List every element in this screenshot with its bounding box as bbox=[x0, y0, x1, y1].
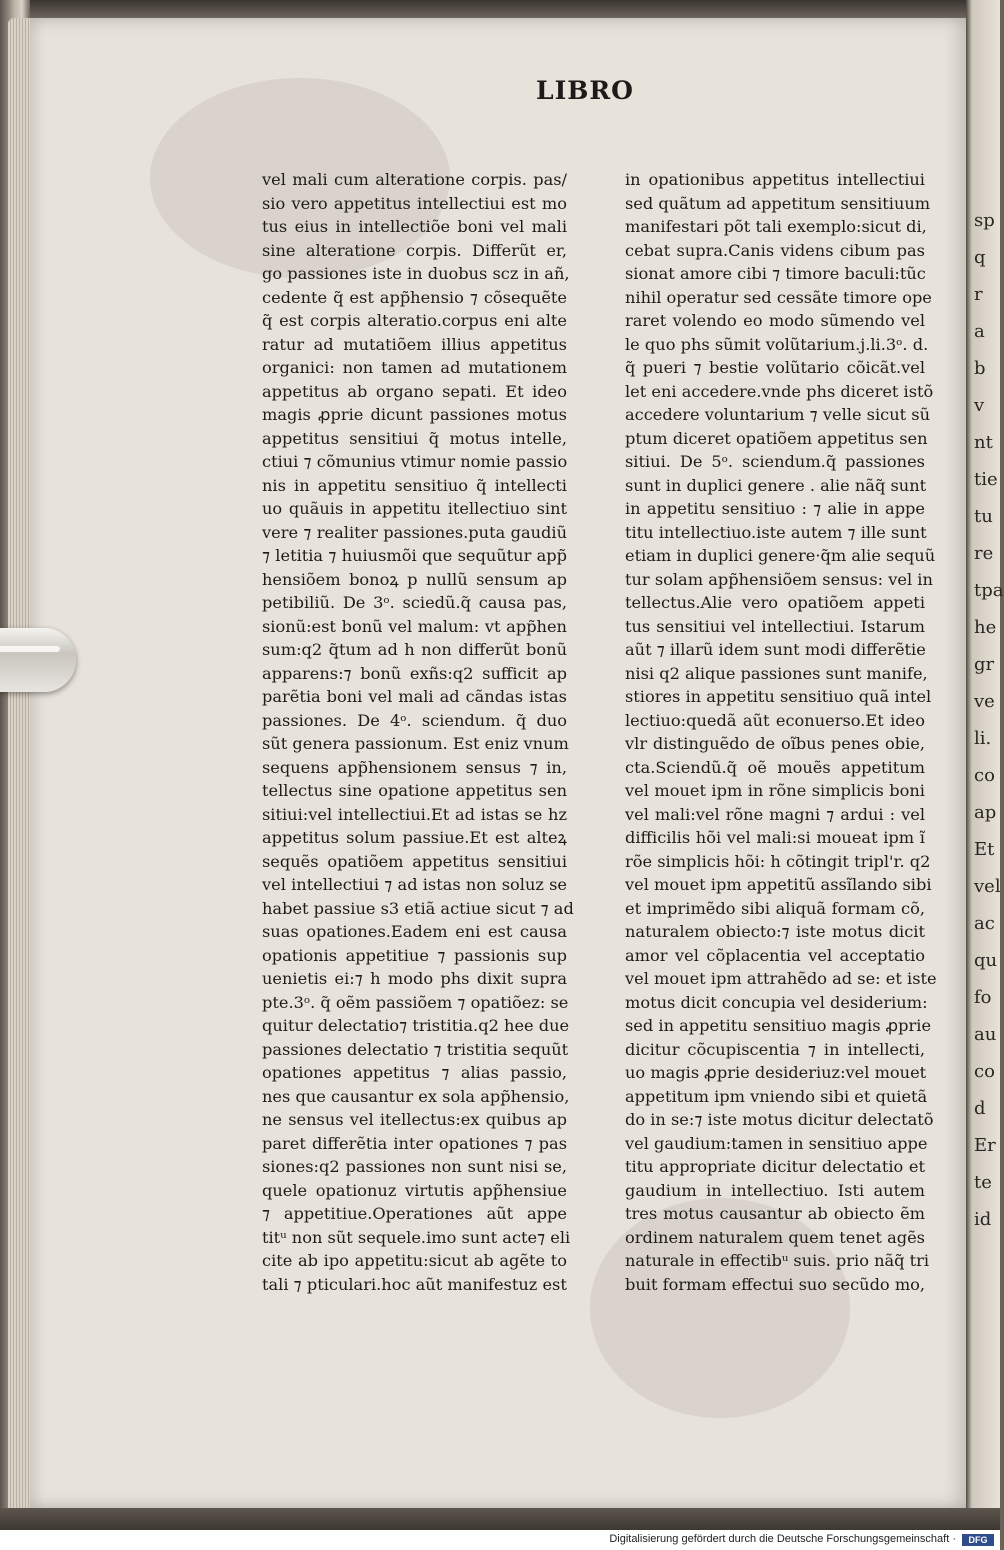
text-line: quele opationuz virtutis app̃hensiue bbox=[262, 1180, 567, 1200]
text-line: appetitum ipm vniendo sibi et quietã bbox=[625, 1086, 928, 1106]
text-line: siones:q2 passiones non sunt nisi se, bbox=[262, 1157, 567, 1176]
adjacent-page-fragment: co bbox=[974, 1061, 995, 1082]
text-line: aũt ⁊ illarũ idem sunt modi differẽtie bbox=[625, 640, 926, 659]
text-line: vel gaudium:tamen in sensitiuo appe bbox=[625, 1133, 928, 1153]
text-line: sunt in duplici genere . alie nãq̃ sunt bbox=[625, 475, 927, 495]
text-line: sed quãtum ad appetitum sensitiuum bbox=[625, 193, 931, 213]
adjacent-page-fragment: v bbox=[974, 395, 985, 416]
text-line: rõe simplicis hõi: h cõtingit tripl'r. q2 bbox=[625, 851, 931, 871]
footer-credit: Digitalisierung gefördert durch die Deutsche Forschungsgemeinschaft · bbox=[609, 1533, 956, 1545]
text-line: ⁊ appetitiue.Operationes aũt appe bbox=[262, 1204, 567, 1223]
text-line: titᵘ non sũt sequele.imo sunt acte⁊ eli bbox=[262, 1227, 571, 1247]
text-line: buit formam effectui suo secũdo mo, bbox=[625, 1274, 926, 1294]
text-line: opationes appetitus ⁊ alias passio, bbox=[262, 1063, 567, 1082]
text-line: q̃ pueri ⁊ bestie volũtario cõicãt.vel bbox=[625, 358, 925, 377]
adjacent-page-fragment: q bbox=[974, 247, 986, 268]
adjacent-page-fragment: sp bbox=[974, 210, 995, 231]
text-column-right bbox=[625, 168, 937, 1296]
text-line: parẽtia boni vel mali ad cãndas istas bbox=[262, 687, 567, 706]
adjacent-page-fragment: fo bbox=[974, 987, 992, 1008]
text-line: organici: non tamen ad mutationem bbox=[262, 358, 567, 377]
text-line: pte.3ᵒ. q̃ oẽm passiõem ⁊ opatiõez: se bbox=[262, 992, 569, 1012]
text-line: uo magis ꝓprie desideriuz:vel mouet bbox=[625, 1063, 927, 1082]
text-line: ptum diceret opatiõem appetitus sen bbox=[625, 428, 928, 448]
adjacent-page-fragment: Et bbox=[974, 839, 995, 860]
adjacent-page-fragment: co bbox=[974, 765, 995, 786]
text-line: vlr distinguẽdo de oĩbus penes obie, bbox=[625, 734, 925, 753]
text-line: accedere voluntarium ⁊ velle sicut sũ bbox=[625, 405, 931, 424]
text-line: appetitus ab organo sepati. Et ideo bbox=[262, 381, 567, 401]
text-line: vere ⁊ realiter passiones.puta gaudiũ bbox=[262, 522, 567, 542]
text-line: vel mali:vel rõne magni ⁊ ardui : vel bbox=[625, 804, 925, 824]
running-head: LIBRO bbox=[536, 76, 634, 105]
text-line: hensiõem bonoꝝ p nullũ sensum ap bbox=[262, 569, 567, 589]
adjacent-page-fragment: b bbox=[974, 358, 986, 379]
text-line: ⁊ letitia ⁊ huiusmõi que sequũtur app̃ bbox=[262, 546, 567, 565]
text-line: quitur delectatio⁊ tristitia.q2 hee due bbox=[262, 1016, 570, 1035]
text-line: paret differẽtia inter opationes ⁊ pas bbox=[262, 1133, 567, 1153]
text-line: in appetitu sensitiuo : ⁊ alie in appe bbox=[625, 499, 925, 518]
adjacent-page-fragment: vel bbox=[974, 876, 1001, 897]
text-line: sed in appetitu sensitiuo magis ꝓprie bbox=[625, 1016, 932, 1035]
text-line: sine alteratione corpis. Differũt er, bbox=[262, 240, 567, 260]
text-line: passiones delectatio ⁊ tristitia sequũt bbox=[262, 1039, 569, 1059]
text-line: raret volendo eo modo sũmendo vel bbox=[625, 311, 925, 330]
text-line: habet passiue s3 etiã actiue sicut ⁊ ad bbox=[262, 898, 574, 918]
text-line: naturale in effectibᵘ suis. prio nãq̃ tri bbox=[625, 1251, 930, 1270]
text-line: vel mouet ipm appetitũ assĩlando sibi bbox=[625, 875, 932, 894]
text-line: cite ab ipo appetitu:sicut ab agẽte to bbox=[262, 1251, 567, 1270]
text-line: cebat supra.Canis videns cibum pas bbox=[625, 240, 925, 260]
adjacent-page-fragment: Er bbox=[974, 1135, 996, 1156]
text-line: sum:q2 q̃tum ad h non differũt bonũ bbox=[262, 640, 567, 659]
text-line: tur solam app̃hensiõem sensus: vel in bbox=[625, 569, 933, 589]
text-line: sio vero appetitus intellectiui est mo bbox=[262, 193, 567, 213]
adjacent-page-fragment: tpa bbox=[974, 580, 1004, 601]
text-line: vel mali cum alteratione corpis. pas/ bbox=[262, 170, 567, 189]
next-page-strip bbox=[966, 0, 1004, 1550]
adjacent-page-fragment: a bbox=[974, 321, 985, 342]
text-line: manifestari põt tali exemplo:sicut di, bbox=[625, 217, 927, 236]
text-line: suas opationes.Eadem eni est causa bbox=[262, 922, 567, 941]
adjacent-page-fragment: ac bbox=[974, 913, 995, 934]
adjacent-page-fragment: li. bbox=[974, 728, 992, 749]
text-line: sitiui. De 5ᵒ. sciendum.q̃ passiones bbox=[625, 452, 925, 471]
text-line: uenietis ei:⁊ h modo phs dixit supra bbox=[262, 969, 567, 988]
text-line: sionũ:est bonũ vel malum: vt app̃hen bbox=[262, 616, 567, 636]
adjacent-page-fragment: r bbox=[974, 284, 983, 305]
adjacent-page-fragment: ap bbox=[974, 802, 997, 823]
text-line: q̃ est corpis alteratio.corpus eni alte bbox=[262, 311, 567, 330]
page-clip bbox=[0, 628, 76, 692]
text-line: sitiui:vel intellectiui.Et ad istas se hz bbox=[262, 804, 567, 824]
text-line: et imprimẽdo sibi aliquã formam cõ, bbox=[625, 898, 925, 918]
text-line: cta.Sciendũ.q̃ oẽ mouẽs appetitum bbox=[625, 757, 925, 777]
adjacent-page-fragment: te bbox=[974, 1172, 992, 1193]
text-line: titu appropriate dicitur delectatio et bbox=[625, 1157, 925, 1176]
text-line: let eni accedere.vnde phs diceret istõ bbox=[625, 381, 934, 401]
adjacent-page-fragment: gr bbox=[974, 654, 995, 675]
text-line: sionat amore cibi ⁊ timore baculi:tũc bbox=[625, 264, 926, 283]
text-line: difficilis hõi vel mali:si moueat ipm ĩ bbox=[625, 828, 925, 847]
text-column-left bbox=[262, 168, 574, 1296]
text-line: etiam in duplici genere·q̃m alie sequũ bbox=[625, 546, 936, 565]
text-line: petibiliũ. De 3ᵒ. sciedũ.q̃ causa pas, bbox=[262, 593, 567, 612]
adjacent-page-fragment: ve bbox=[974, 691, 995, 712]
text-line: le quo phs sũmit volũtarium.j.li.3ᵒ. d. bbox=[625, 334, 929, 354]
adjacent-page-fragment: qu bbox=[974, 950, 998, 971]
text-line: tellectus.Alie vero opatiõem appeti bbox=[625, 593, 925, 612]
text-line: stiores in appetitu sensitiuo quã intel bbox=[625, 687, 932, 706]
text-line: appetitus sensitiui q̃ motus intelle, bbox=[262, 428, 567, 448]
book-bottom-edge bbox=[0, 1508, 1000, 1530]
text-line: apparens:⁊ bonũ exñs:q2 sufficit ap bbox=[262, 663, 567, 683]
text-line: nihil operatur sed cessãte timore ope bbox=[625, 287, 932, 307]
text-line: appetitus solum passiue.Et est alteꝝ bbox=[262, 828, 567, 847]
text-line: vel mouet ipm in rõne simplicis boni bbox=[625, 781, 925, 800]
text-line: amor vel cõplacentia vel acceptatio bbox=[625, 945, 925, 965]
text-line: tali ⁊ pticulari.hoc aũt manifestuz est bbox=[262, 1274, 567, 1294]
adjacent-page-fragment: d bbox=[974, 1098, 986, 1119]
text-line: ordinem naturalem quem tenet agẽs bbox=[625, 1227, 925, 1247]
text-line: ne sensus vel itellectus:ex quibus ap bbox=[262, 1110, 567, 1129]
text-line: nisi q2 alique passiones sunt manife, bbox=[625, 663, 928, 683]
adjacent-page-fragment: re bbox=[974, 543, 994, 564]
text-line: ctiui ⁊ cõmunius vtimur nomie passio bbox=[262, 452, 568, 471]
text-line: magis ꝓprie dicunt passiones motus bbox=[262, 405, 567, 424]
text-line: nes que causantur ex sola app̃hensio, bbox=[262, 1086, 570, 1106]
page-clip-highlight bbox=[0, 646, 60, 652]
text-line: cedente q̃ est app̃hensio ⁊ cõsequẽte bbox=[262, 287, 567, 307]
text-line: nis in appetitu sensitiuo q̃ intellecti bbox=[262, 475, 567, 495]
text-line: ratur ad mutatiõem illius appetitus bbox=[262, 334, 567, 354]
text-line: sũt genera passionum. Est eniz vnum bbox=[262, 734, 569, 753]
text-line: passiones. De 4ᵒ. sciendum. q̃ duo bbox=[262, 710, 567, 730]
adjacent-page-fragment: he bbox=[974, 617, 997, 638]
text-line: sequẽs opatiõem appetitus sensitiui bbox=[262, 851, 567, 871]
text-line: opationis appetitiue ⁊ passionis sup bbox=[262, 945, 567, 965]
text-line: do in se:⁊ iste motus dicitur delectatõ bbox=[625, 1110, 934, 1129]
adjacent-page-fragment: au bbox=[974, 1024, 997, 1045]
text-line: go passiones iste in duobus scz in añ, bbox=[262, 264, 570, 283]
adjacent-page-fragment: tie bbox=[974, 469, 998, 490]
text-line: tus sensitiui vel intellectiui. Istarum bbox=[625, 616, 925, 636]
text-line: lectiuo:quedã aũt econuerso.Et ideo bbox=[625, 710, 925, 730]
text-line: gaudium in intellectiuo. Isti autem bbox=[625, 1180, 925, 1200]
adjacent-page-fragment: nt bbox=[974, 432, 993, 453]
text-line: dicitur cõcupiscentia ⁊ in intellecti, bbox=[625, 1039, 925, 1059]
text-line: tres motus causantur ab obiecto ẽm bbox=[625, 1204, 925, 1223]
text-line: vel mouet ipm attrahẽdo ad se: et iste bbox=[625, 969, 937, 988]
text-line: tellectus sine opatione appetitus sen bbox=[262, 781, 567, 800]
adjacent-page-fragment: tu bbox=[974, 506, 993, 527]
text-line: titu intellectiuo.iste autem ⁊ ille sunt bbox=[625, 522, 927, 542]
book-top-edge bbox=[30, 0, 970, 18]
text-line: motus dicit concupia vel desiderium: bbox=[625, 992, 928, 1012]
footer-bar bbox=[0, 1530, 1000, 1550]
text-line: sequens app̃hensionem sensus ⁊ in, bbox=[262, 757, 567, 777]
text-line: tus eius in intellectiõe boni vel mali bbox=[262, 217, 567, 236]
adjacent-page-fragment: id bbox=[974, 1209, 992, 1230]
text-line: in opationibus appetitus intellectiui bbox=[625, 170, 925, 189]
text-line: vel intellectiui ⁊ ad istas non soluz se bbox=[262, 875, 567, 894]
dfg-logo: DFG bbox=[962, 1534, 994, 1546]
text-line: uo quãuis in appetitu itellectiuo sint bbox=[262, 499, 567, 518]
text-line: naturalem obiecto:⁊ iste motus dicit bbox=[625, 922, 925, 941]
